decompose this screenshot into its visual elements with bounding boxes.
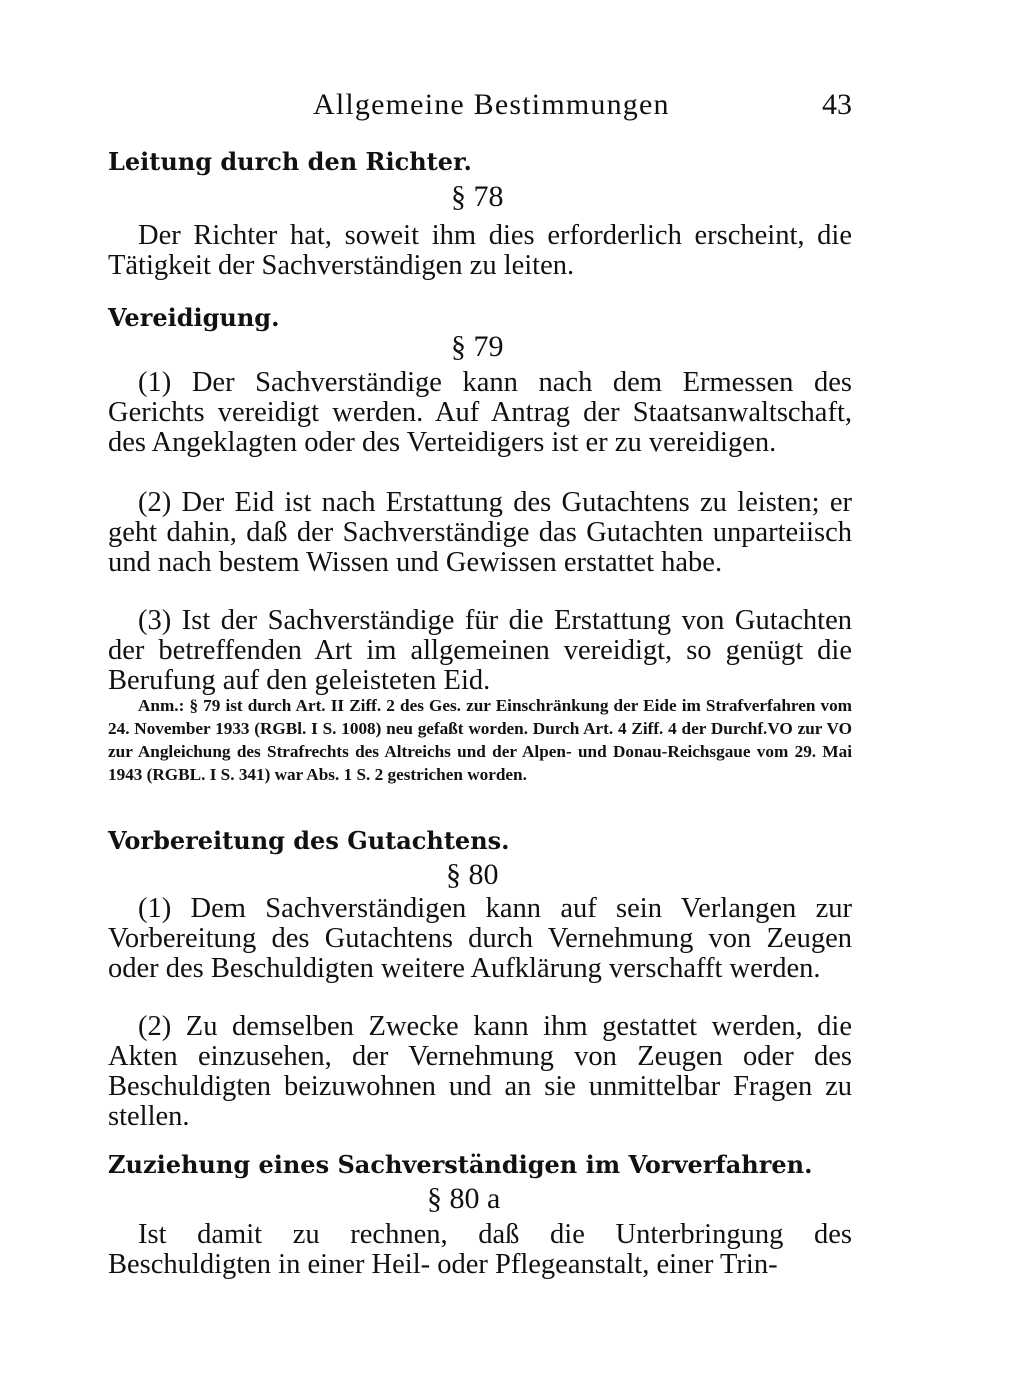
running-title: Allgemeine Bestimmungen (313, 88, 670, 121)
paragraph: Der Richter hat, soweit ihm dies erforderlich erscheint, die Tätigkeit der Sachverständigen zu leiten. (108, 220, 852, 281)
section-number: § 80 a (427, 1182, 501, 1215)
paragraph: (3) Ist der Sachverständige für die Erstattung von Gutachten der betreffenden Art im allgemeinen vereidigt, so genügt die Berufung auf den geleisteten Eid. (108, 605, 852, 696)
paragraph: (2) Der Eid ist nach Erstattung des Gutachtens zu leisten; er geht dahin, daß der Sachverständige das Gutachten unparteiisch und nach bestem Wissen und Gewissen erstattet habe. (108, 487, 852, 578)
paragraph: Ist damit zu rechnen, daß die Unterbringung des Beschuldigten in einer Heil- oder Pflegeanstalt, einer Trin- (108, 1219, 852, 1280)
annotation-note (108, 694, 852, 786)
section-heading: Leitung durch den Richter. (108, 147, 472, 176)
paragraph: (1) Dem Sachverständigen kann auf sein Verlangen zur Vorbereitung des Gutachtens durch Vernehmung von Zeugen oder des Beschuldigten weitere Aufklärung verschafft werden. (108, 893, 852, 984)
section-number: § 78 (451, 180, 504, 213)
section-heading: Zuziehung eines Sachverständigen im Vorverfahren. (108, 1150, 813, 1179)
paragraph: (2) Zu demselben Zwecke kann ihm gestattet werden, die Akten einzusehen, der Vernehmung von Zeugen oder des Beschuldigten beizuwohnen und an sie unmittelbar Fragen zu stellen. (108, 1011, 852, 1132)
section-heading: Vorbereitung des Gutachtens. (108, 826, 510, 855)
paragraph: (1) Der Sachverständige kann nach dem Ermessen des Gerichts vereidigt werden. Auf Antrag der Staatsanwaltschaft, des Angeklagten oder des Verteidigers ist er zu vereidigen. (108, 367, 852, 458)
section-heading: Vereidigung. (108, 303, 280, 332)
note-text: § 79 ist durch Art. II Ziff. 2 des Ges. zur Einschränkung der Eide im Strafverfahren vom 24. November 1933 (RGBl. I S. 1008) neu gefaßt worden. Durch Art. 4 Ziff. 4 der Durchf.VO zur VO zur Angleichung des Strafrechts des Altreichs und der Alpen- und Donau-Reichsgaue vom 29. Mai 1943 (RGBL. I S. 341) war Abs. 1 S. 2 gestrichen worden. (108, 696, 853, 784)
note-label: Anm.: (138, 696, 185, 715)
page-number: 43 (822, 88, 852, 121)
section-number: § 80 (446, 858, 499, 891)
section-number: § 79 (451, 330, 504, 363)
running-header (108, 88, 852, 128)
